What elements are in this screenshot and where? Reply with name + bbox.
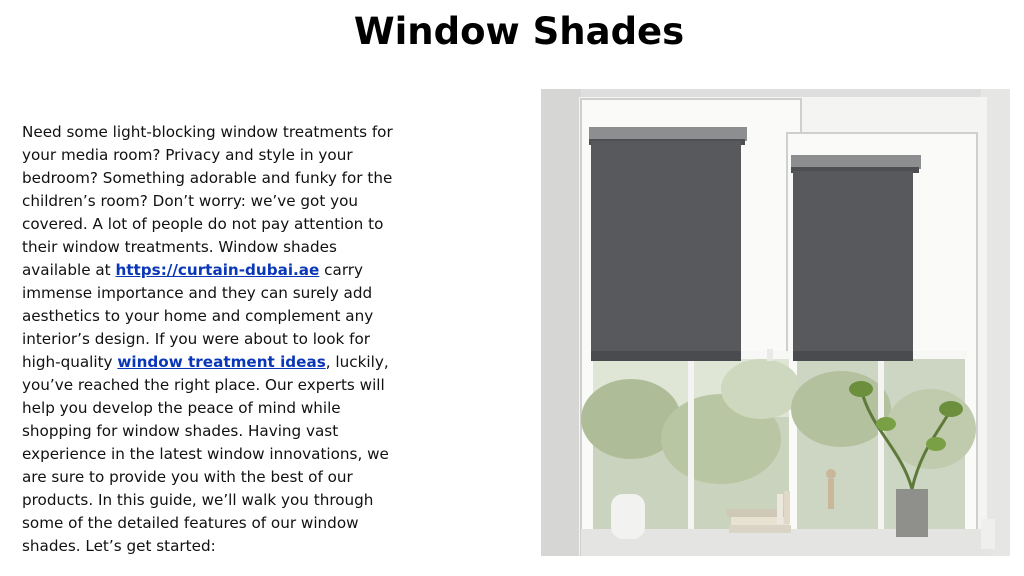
paragraph-text-3: , luckily, you’ve reached the right place. Our experts will help you develop the peace of mind while shopping for window shades. Having vast experience in the latest window innovations, we are sure to provide you with the best of our products. In this guide, we’ll walk you through some of the detailed features of our window shades. Let’s get started:: [22, 353, 389, 555]
paragraph-text-2: carry immense importance and they can surely add aesthetics to your home and complement any interior’s design. If you were about to look for high-quality: [22, 261, 374, 371]
paragraph-text-1: Need some light-blocking window treatments for your media room? Privacy and style in your bedroom? Something adorable and funky for the children’s room? Don’t worry: we’ve got you covered. A lot of people do not pay attention to their window treatments. Window shades available at: [22, 123, 393, 279]
window-shades-photo: [541, 89, 1010, 556]
slide-title: Window Shades: [353, 10, 685, 53]
body-paragraph: [22, 121, 402, 558]
curtain-dubai-link[interactable]: https://curtain-dubai.ae: [115, 261, 320, 279]
window-treatment-ideas-link[interactable]: window treatment ideas: [117, 353, 326, 371]
